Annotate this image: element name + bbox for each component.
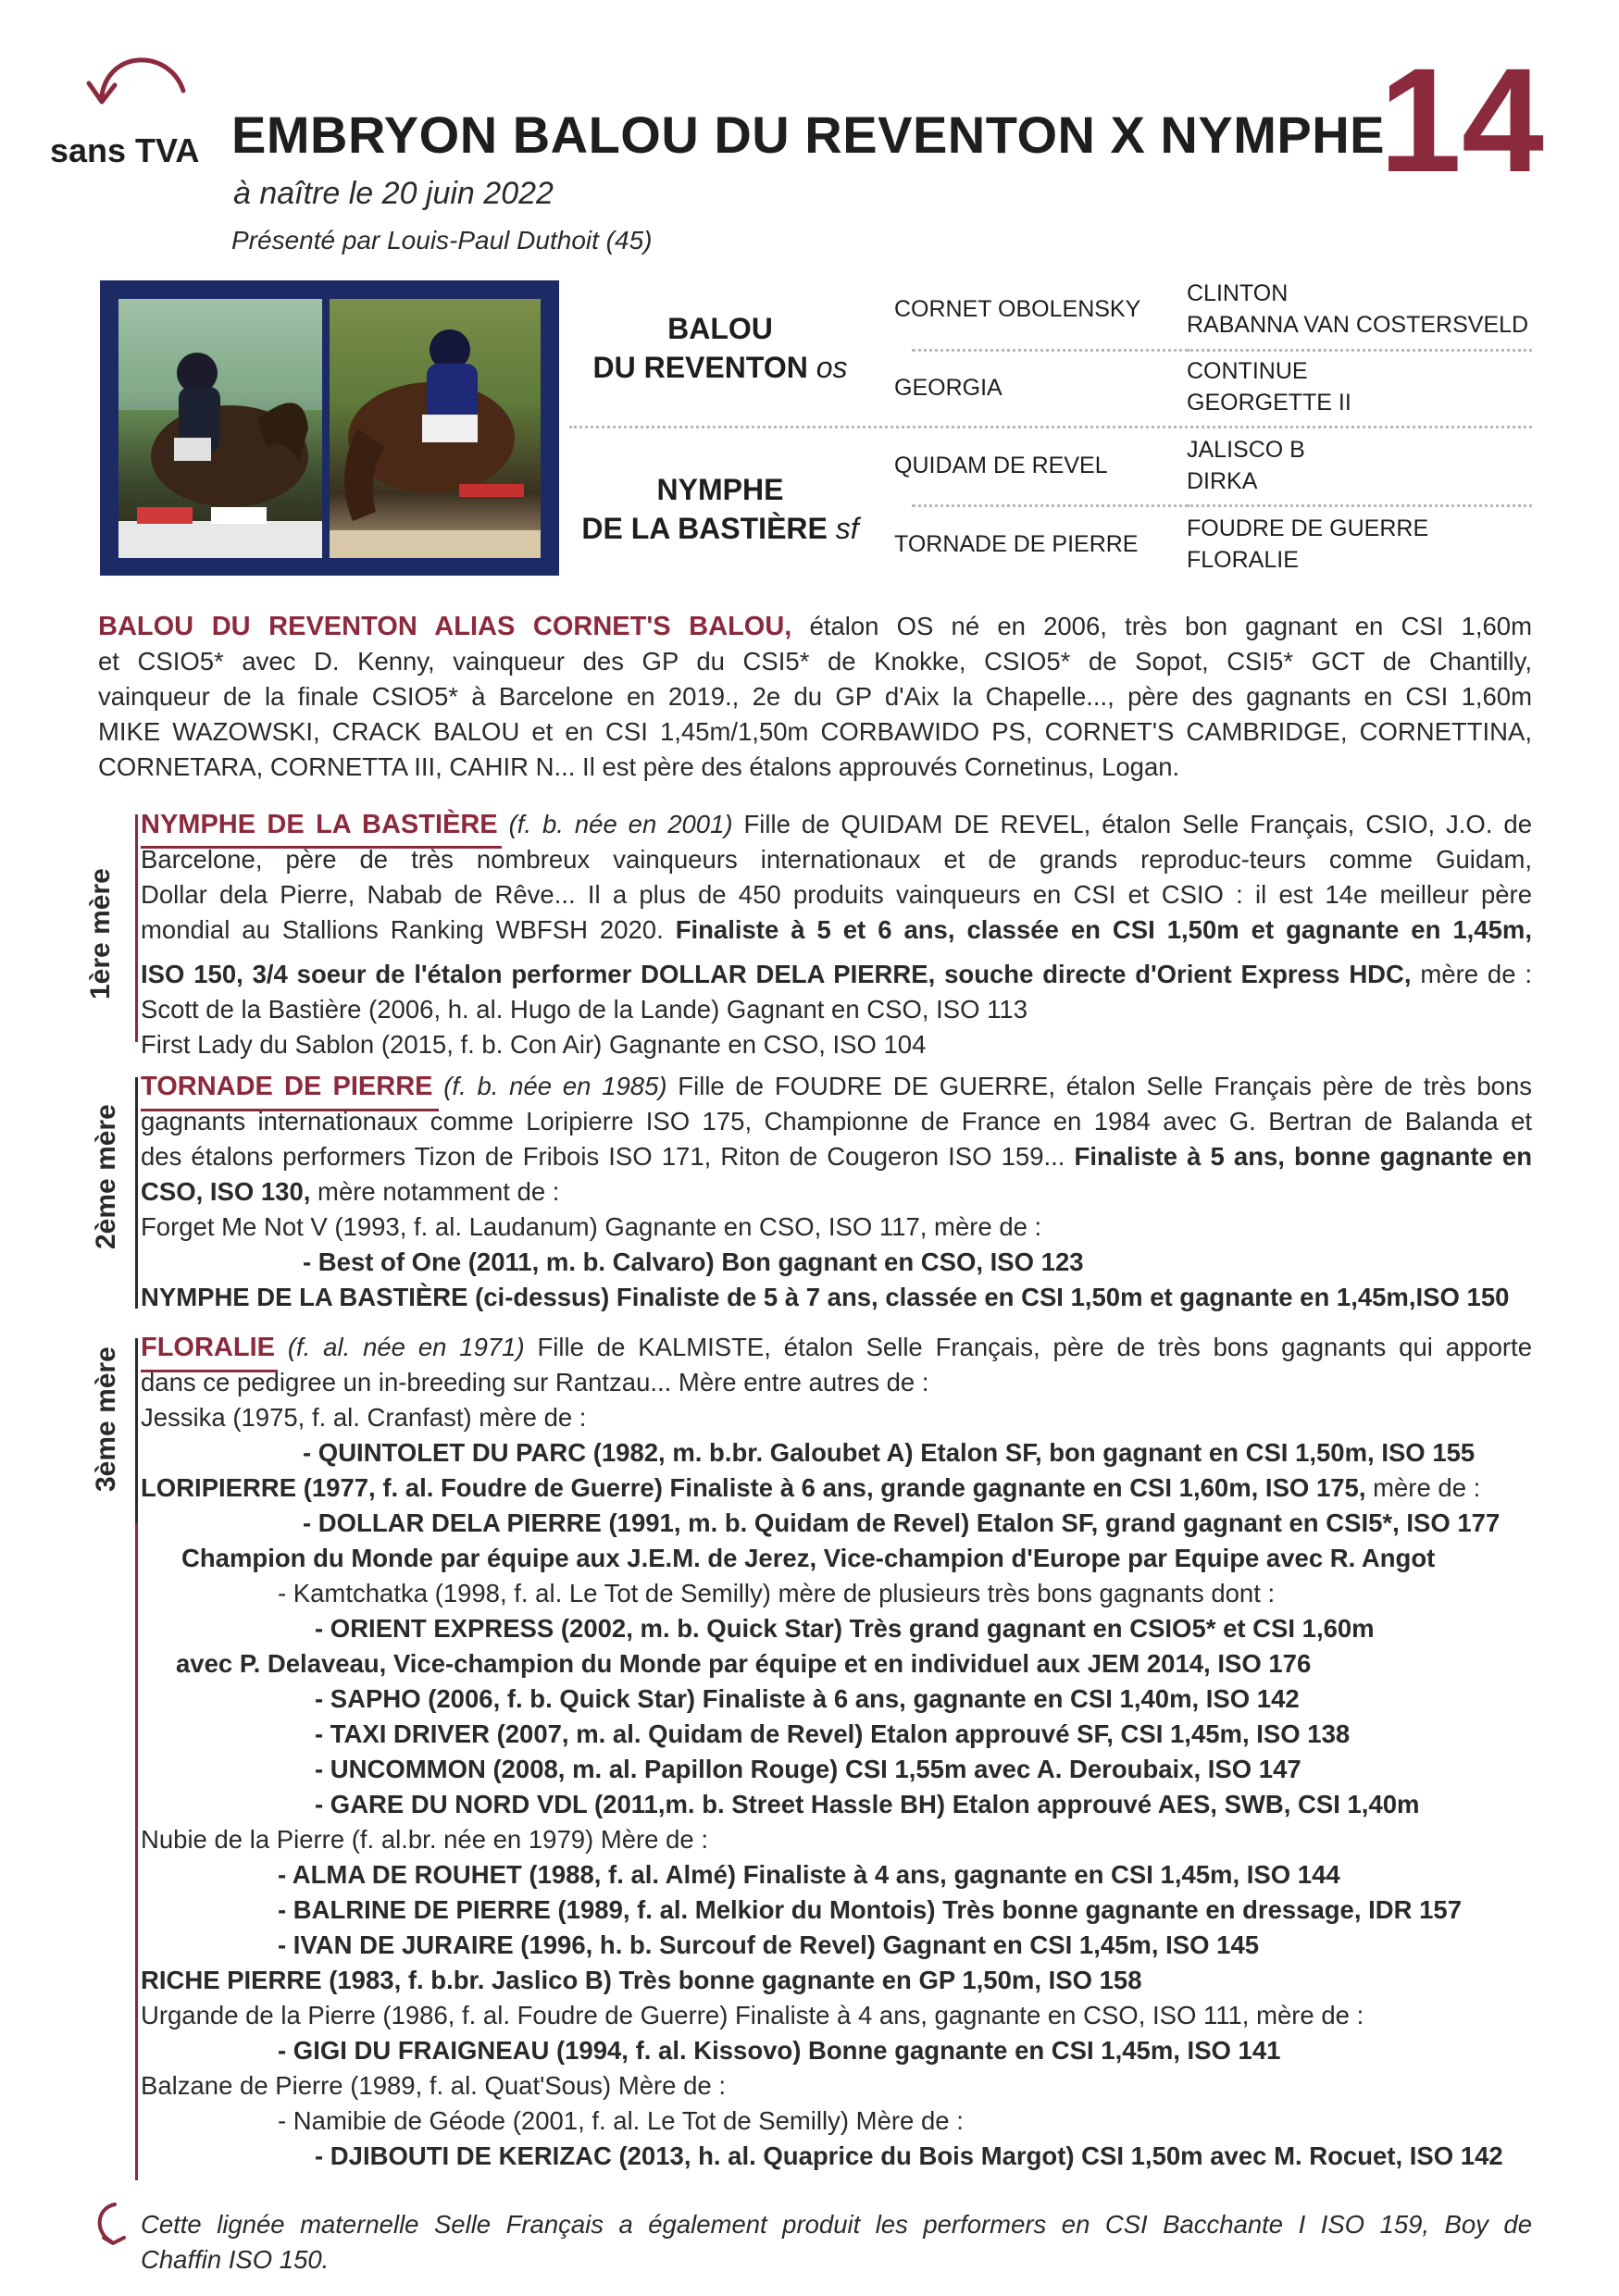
pedigree-gen2-4: TORNADE DE PIERRE [894, 531, 1139, 557]
mother2-info: (f. b. née en 1985) [432, 1072, 667, 1100]
mother2-text-line: gagnants internationaux comme Loripierre ISO 175, Championne de France en 1984 avec G. Bertran de Balanda et [141, 1107, 1532, 1136]
mother1-text-line: Fille de QUIDAM DE REVEL, étalon Selle Français, CSIO, J.O. de [732, 810, 1532, 838]
mother2-text-line: NYMPHE DE LA BASTIÈRE (ci-dessus) Finaliste de 5 à 7 ans, classée en CSI 1,50m et gagnante en 1,45m,ISO 150 [141, 1283, 1510, 1311]
vat-label: sans TVA [50, 131, 200, 169]
mother3-heading: FLORALIE [141, 1333, 275, 1362]
pedigree-gen3-4: GEORGETTE II [1187, 390, 1351, 416]
section-bar [135, 1338, 138, 1523]
mother1-text-line: mère de : [1411, 960, 1532, 988]
mother3-text-line: Nubie de la Pierre (f. al.br. née en 1979) Mère de : [141, 1825, 708, 1854]
sire-photo [118, 299, 322, 558]
mother2-text-line: des étalons performers Tizon de Fribois ISO 171, Riton de Cougeron ISO 159... [141, 1142, 1065, 1171]
sire-text-line: MIKE WAZOWSKI, CRACK BALOU et en CSI 1,45m/1,50m CORBAWIDO PS, CORNET'S CAMBRIDGE, CORNETTINA, [98, 717, 1532, 746]
footer-line: Cette lignée maternelle Selle Français a également produit les performers en CSI Bacchante I ISO 159, Boy de [141, 2210, 1532, 2239]
mother1-text-line: Finaliste à 5 et 6 ans, classée en CSI 1,50m et gagnante en 1,45m, [663, 915, 1532, 944]
pedigree-divider [912, 504, 1189, 507]
sire-text-line: vainqueur de la finale CSIO5* à Barcelone en 2019., 2e du GP d'Aix la Chapelle..., père des gagnants en CSI 1,60m [98, 682, 1532, 711]
birth-date: à naître le 20 juin 2022 [233, 176, 554, 211]
mother3-text-line: - QUINTOLET DU PARC (1982, m. b.br. Galoubet A) Etalon SF, bon gagnant en CSI 1,50m, ISO 155 [303, 1438, 1476, 1467]
sire-text-line: et CSIO5* avec D. Kenny, vainqueur des GP du CSI5* de Knokke, CSIO5* de Sopot, CSI5* GCT de Chantilly, [98, 647, 1532, 676]
mother3-description [141, 1330, 1532, 2174]
side-label-mother3: 3ème mère [91, 1347, 121, 1492]
mother1-text-line: Barcelone, père de très nombreux vainqueurs internationaux et de grands reproduc-teurs comme Guidam, [141, 845, 1532, 874]
curved-arrow-icon [81, 54, 193, 137]
mother1-text-line: First Lady du Sablon (2015, f. b. Con Air) Gagnante en CSO, ISO 104 [141, 1030, 927, 1059]
mother3-text-line: - TAXI DRIVER (2007, m. al. Quidam de Revel) Etalon approuvé SF, CSI 1,45m, ISO 138 [315, 1719, 1351, 1748]
sire-text-line: étalon OS né en 2006, très bon gagnant en CSI 1,60m [791, 612, 1532, 640]
mother3-text-line: - UNCOMMON (2008, m. al. Papillon Rouge) CSI 1,55m avec A. Deroubaix, ISO 147 [315, 1755, 1301, 1783]
mother2-text-line: Forget Me Not V (1993, f. al. Laudanum) Gagnante en CSO, ISO 117, mère de : [141, 1212, 1042, 1241]
pedigree-divider [1185, 504, 1532, 507]
mother3-text-line: - IVAN DE JURAIRE (1996, h. b. Surcouf de Revel) Gagnant en CSI 1,45m, ISO 145 [278, 1930, 1260, 1959]
pedigree-gen3-6: DIRKA [1187, 468, 1258, 494]
mother3-text-line: - DJIBOUTI DE KERIZAC (2013, h. al. Quaprice du Bois Margot) CSI 1,50m avec M. Rocuet, ISO 142 [315, 2141, 1503, 2170]
section-bar [135, 1077, 138, 1309]
sire-breed: os [816, 351, 848, 384]
mother3-text-line: RICHE PIERRE (1983, f. b.br. Jaslico B) Très bonne gagnante en GP 1,50m, ISO 158 [141, 1966, 1142, 1994]
mother1-text-line: mondial au Stallions Ranking WBFSH 2020. [141, 915, 664, 944]
mother3-text-line: - GARE DU NORD VDL (2011,m. b. Street Hassle BH) Etalon approuvé AES, SWB, CSI 1,40m [315, 1790, 1420, 1818]
section-bar [135, 814, 138, 1042]
mother2-text-line: mère notamment de : [310, 1177, 560, 1206]
mother3-text-line: mère de : [1365, 1473, 1481, 1502]
pedigree-divider [569, 426, 1532, 428]
mother3-text-line: - BALRINE DE PIERRE (1989, f. al. Melkior du Montois) Très bonne gagnante en dressage, IDR 157 [278, 1895, 1463, 1924]
mother1-text-line: ISO 150, 3/4 soeur de l'étalon performer DOLLAR DELA PIERRE, souche directe d'Orient Express HDC, [141, 960, 1412, 988]
mother1-text-line: Scott de la Bastière (2006, h. al. Hugo de la Lande) Gagnant en CSO, ISO 113 [141, 995, 1028, 1024]
sire-name-line1: BALOU [667, 312, 773, 345]
dam-photo [330, 299, 541, 558]
mother3-text-line: - SAPHO (2006, f. b. Quick Star) Finaliste à 6 ans, gagnante en CSI 1,40m, ISO 142 [315, 1684, 1300, 1713]
mother3-text-line: dans ce pedigree un in-breeding sur Rantzau... Mère entre autres de : [141, 1368, 929, 1396]
footer-note [141, 2207, 1532, 2277]
mother2-text-line: Finaliste à 5 ans, bonne gagnante en [1065, 1142, 1533, 1171]
mother3-text-line: Urgande de la Pierre (1986, f. al. Foudre de Guerre) Finaliste à 4 ans, gagnante en CSO, ISO 111, mère de : [141, 2001, 1364, 2029]
sire-description [98, 609, 1532, 785]
mother2-description [141, 1069, 1532, 1315]
pedigree-divider [912, 349, 1189, 352]
mother3-text-line: Fille de KALMISTE, étalon Selle Français, père de très bons gagnants qui apporte [524, 1333, 1532, 1361]
pedigree-gen3-7: FOUDRE DE GUERRE [1187, 515, 1429, 541]
mother3-text-line: LORIPIERRE (1977, f. al. Foudre de Guerre) Finaliste à 6 ans, grande gagnante en CSI 1,60m, ISO 175, [141, 1473, 1366, 1502]
mother3-text-line: - Namibie de Géode (2001, f. al. Le Tot de Semilly) Mère de : [278, 2106, 964, 2135]
footer-arrow-icon [91, 2201, 131, 2249]
pedigree-gen2-2: GEORGIA [894, 375, 1003, 401]
pedigree-dam [563, 470, 878, 548]
mother3-text-line: - ALMA DE ROUHET (1988, f. al. Almé) Finaliste à 4 ans, gagnante en CSI 1,45m, ISO 144 [278, 1860, 1340, 1889]
side-label-mother1: 1ère mère [85, 868, 116, 999]
pedigree-divider [1185, 349, 1532, 352]
mother3-text-line: - Kamtchatka (1998, f. al. Le Tot de Semilly) mère de plusieurs très bons gagnants dont : [278, 1579, 1276, 1607]
pedigree-gen3-1: CLINTON [1187, 280, 1289, 306]
sire-text-line: CORNETARA, CORNETTA III, CAHIR N... Il est père des étalons approuvés Cornetinus, Logan. [98, 752, 1180, 781]
pedigree-gen3-5: JALISCO B [1187, 437, 1305, 463]
pedigree-sire [563, 309, 878, 387]
sire-heading: BALOU DU REVENTON ALIAS CORNET'S BALOU, [98, 612, 792, 641]
lot-number: 14 [1379, 37, 1544, 203]
side-label-mother2: 2ème mère [91, 1104, 121, 1249]
dam-name-line2: DE LA BASTIÈRE [581, 512, 828, 545]
section-bar [135, 1523, 138, 2180]
pedigree-gen2-3: QUIDAM DE REVEL [894, 453, 1108, 478]
pedigree-gen3-2: RABANNA VAN COSTERSVELD [1187, 312, 1529, 338]
footer-line: Chaffin ISO 150. [141, 2245, 330, 2274]
pedigree-gen2-1: CORNET OBOLENSKY [894, 296, 1141, 322]
mother3-text-line: Balzane de Pierre (1989, f. al. Quat'Sous) Mère de : [141, 2071, 726, 2100]
horse-photo-frame [100, 280, 559, 576]
mother3-info: (f. al. née en 1971) [275, 1333, 525, 1361]
mother1-description [141, 807, 1532, 1062]
sire-name-line2: DU REVENTON [592, 351, 808, 384]
mother2-heading: TORNADE DE PIERRE [141, 1072, 433, 1101]
mother1-info: (f. b. née en 2001) [497, 810, 733, 838]
mother3-text-line: Champion du Monde par équipe aux J.E.M. de Jerez, Vice-champion d'Europe par Equipe avec R. Angot [181, 1544, 1436, 1572]
lot-title: EMBRYON BALOU DU REVENTON X NYMPHE [231, 105, 1385, 164]
mother2-text-line: - Best of One (2011, m. b. Calvaro) Bon gagnant en CSO, ISO 123 [303, 1247, 1084, 1276]
mother3-text-line: - GIGI DU FRAIGNEAU (1994, f. al. Kissovo) Bonne gagnante en CSI 1,45m, ISO 141 [278, 2036, 1281, 2065]
mother3-text-line: Jessika (1975, f. al. Cranfast) mère de : [141, 1403, 587, 1432]
mother2-text-line: Fille de FOUDRE DE GUERRE, étalon Selle Français père de très bons [666, 1072, 1532, 1100]
mother2-text-line: CSO, ISO 130, [141, 1177, 311, 1206]
mother3-text-line: avec P. Delaveau, Vice-champion du Monde par équipe et en individuel aux JEM 2014, ISO 176 [176, 1649, 1312, 1678]
mother1-text-line: Dollar dela Pierre, Nabab de Rêve... Il a plus de 450 produits vainqueurs en CSI et CSIO : il est 14e meilleur père [141, 880, 1532, 909]
mother3-text-line: - DOLLAR DELA PIERRE (1991, m. b. Quidam de Revel) Etalon SF, grand gagnant en CSI5*, ISO 177 [303, 1508, 1501, 1537]
mother3-text-line: - ORIENT EXPRESS (2002, m. b. Quick Star) Très grand gagnant en CSIO5* et CSI 1,60m [315, 1614, 1375, 1643]
presenter: Présenté par Louis-Paul Duthoit (45) [231, 226, 653, 254]
dam-name-line1: NYMPHE [656, 473, 784, 506]
pedigree-gen3-3: CONTINUE [1187, 358, 1308, 384]
pedigree-gen3-8: FLORALIE [1187, 547, 1299, 573]
mother1-heading: NYMPHE DE LA BASTIÈRE [141, 810, 498, 839]
dam-breed: sf [835, 512, 859, 545]
